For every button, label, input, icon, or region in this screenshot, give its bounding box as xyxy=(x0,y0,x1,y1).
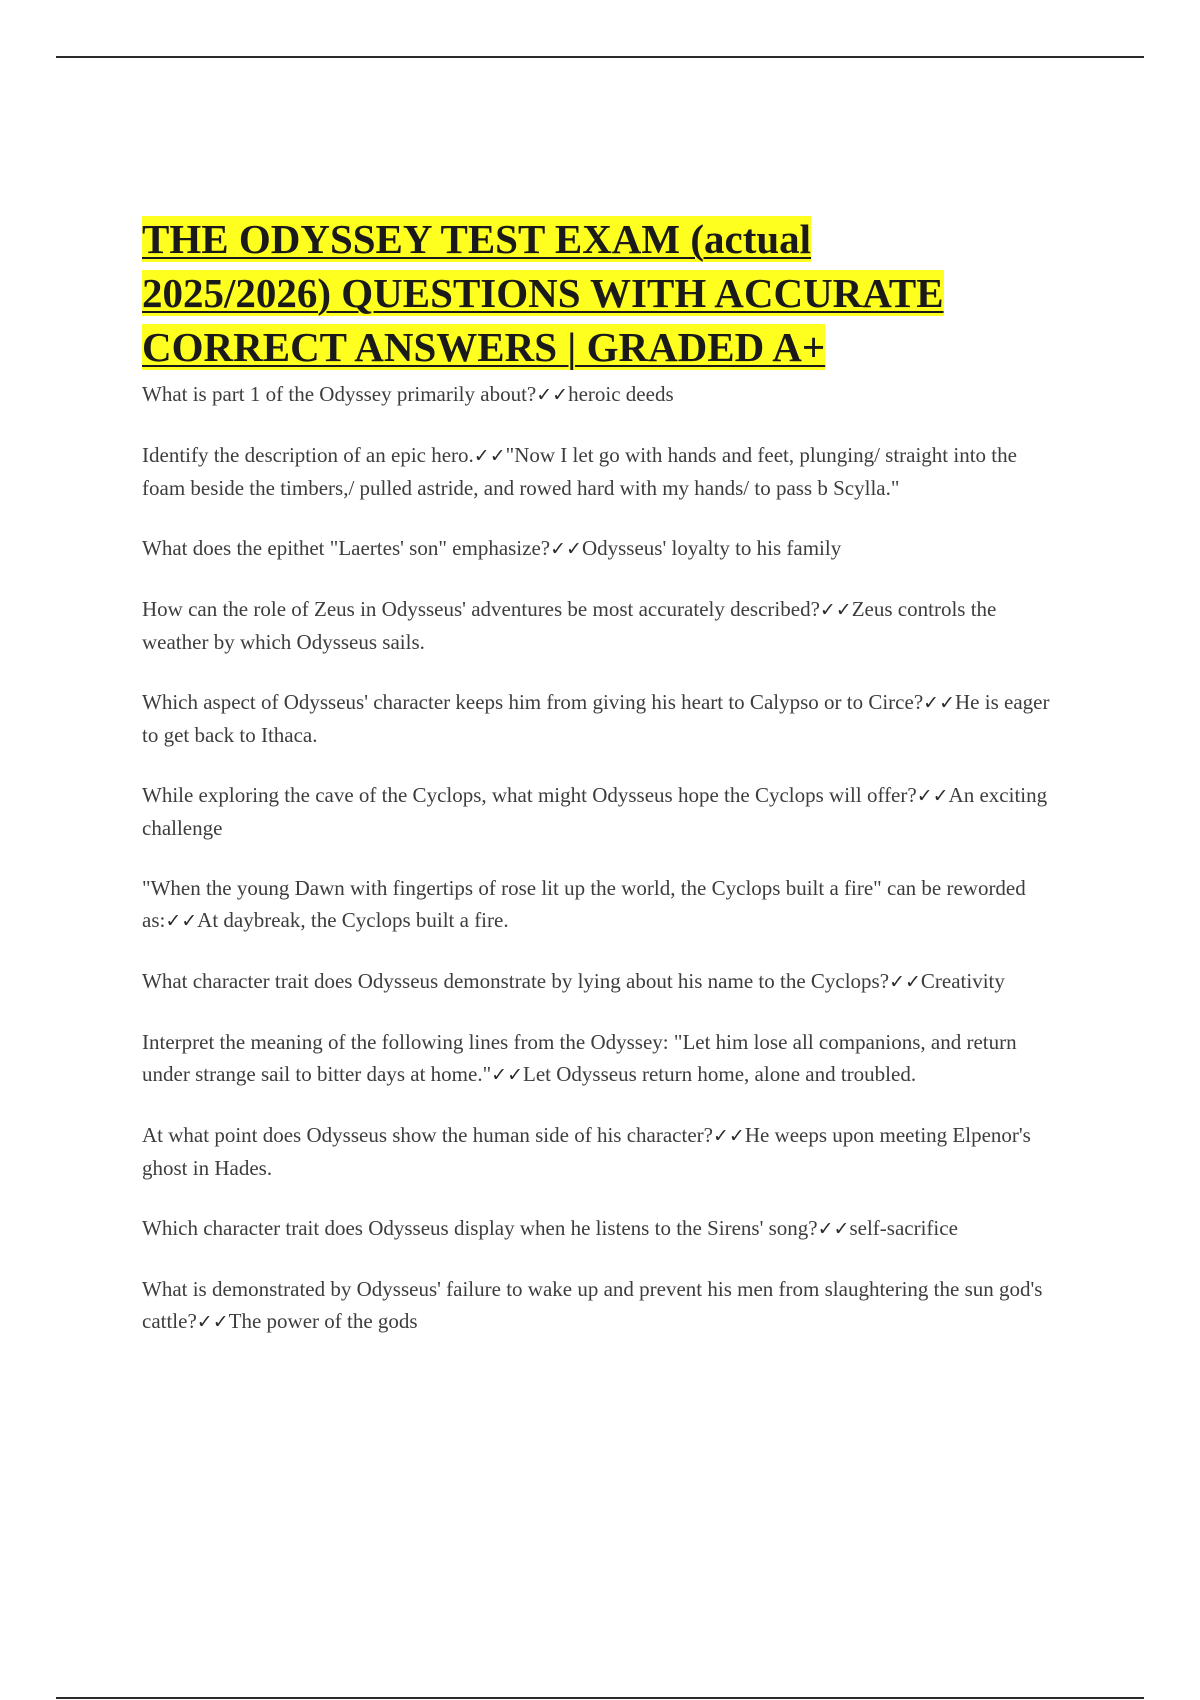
question-text: What is demonstrated by Odysseus' failure to wake up and prevent his men from slaughtering the sun god's cattle? xyxy=(142,1277,1043,1333)
check-marks-icon: ✓✓ xyxy=(712,1125,745,1147)
question-text: What is part 1 of the Odyssey primarily about? xyxy=(142,382,537,406)
title-line-2: 2025/2026) QUESTIONS WITH ACCURATE xyxy=(142,270,944,316)
question-text: "When the young Dawn with fingertips of rose lit up the world, the Cyclops built a fire" can be reworded as: xyxy=(142,876,1026,932)
answer-text: The power of the gods xyxy=(228,1309,418,1333)
qa-item-6 xyxy=(142,779,1062,844)
question-text: What does the epithet "Laertes' son" emphasize? xyxy=(142,536,551,560)
check-marks-icon: ✓✓ xyxy=(817,1218,850,1240)
question-text: Identify the description of an epic hero. xyxy=(142,443,474,467)
check-marks-icon: ✓✓ xyxy=(923,692,955,714)
check-marks-icon: ✓✓ xyxy=(196,1311,229,1333)
question-text: At what point does Odysseus show the human side of his character? xyxy=(142,1123,713,1147)
answer-text: self-sacrifice xyxy=(849,1216,958,1240)
check-marks-icon: ✓✓ xyxy=(473,445,506,467)
title-line-1: THE ODYSSEY TEST EXAM (actual xyxy=(142,216,812,262)
answer-text: Creativity xyxy=(920,969,1005,993)
answer-text: Zeus controls the weather by which Odysseus sails. xyxy=(142,597,997,654)
question-text: Interpret the meaning of the following lines from the Odyssey: "Let him lose all companions, and return under strange sail to bitter days at home." xyxy=(142,1030,1017,1086)
qa-item-9 xyxy=(142,1026,1062,1091)
check-marks-icon: ✓✓ xyxy=(819,599,852,621)
qa-item-1 xyxy=(142,378,1062,411)
qa-item-12 xyxy=(142,1273,1062,1338)
answer-text: He is eager to get back to Ithaca. xyxy=(142,690,1050,747)
qa-item-10 xyxy=(142,1119,1062,1184)
check-marks-icon: ✓✓ xyxy=(550,538,582,560)
qa-item-5 xyxy=(142,686,1062,751)
check-marks-icon: ✓✓ xyxy=(536,384,569,406)
answer-text: "Now I let go with hands and feet, plunging/ straight into the foam beside the timbers,/ pulled astride, and rowed hard with my hands/ to pass b Scylla." xyxy=(142,443,1017,500)
answer-text: He weeps upon meeting Elpenor's ghost in Hades. xyxy=(142,1123,1031,1180)
question-text: How can the role of Zeus in Odysseus' adventures be most accurately described? xyxy=(142,597,820,621)
title-line-3: CORRECT ANSWERS | GRADED A+ xyxy=(142,324,826,370)
answer-text: Let Odysseus return home, alone and troubled. xyxy=(523,1062,917,1086)
answer-text: At daybreak, the Cyclops built a fire. xyxy=(197,908,509,932)
qa-item-11 xyxy=(142,1212,1062,1245)
qa-item-2 xyxy=(142,439,1062,504)
check-marks-icon: ✓✓ xyxy=(916,785,949,807)
document-title xyxy=(142,212,1062,374)
check-marks-icon: ✓✓ xyxy=(889,971,921,993)
question-answer-list xyxy=(142,378,1062,1366)
question-text: What character trait does Odysseus demonstrate by lying about his name to the Cyclops? xyxy=(142,969,890,993)
question-text: While exploring the cave of the Cyclops, what might Odysseus hope the Cyclops will offer? xyxy=(142,783,917,807)
answer-text: heroic deeds xyxy=(568,382,674,406)
question-text: Which character trait does Odysseus display when he listens to the Sirens' song? xyxy=(142,1216,818,1240)
answer-text: Odysseus' loyalty to his family xyxy=(581,536,842,560)
qa-item-4 xyxy=(142,593,1062,658)
check-marks-icon: ✓✓ xyxy=(491,1064,523,1086)
bottom-rule xyxy=(56,1697,1144,1699)
check-marks-icon: ✓✓ xyxy=(165,910,198,932)
qa-item-8 xyxy=(142,965,1062,998)
qa-item-3 xyxy=(142,532,1062,565)
qa-item-7 xyxy=(142,872,1062,937)
question-text: Which aspect of Odysseus' character keeps him from giving his heart to Calypso or to Circe? xyxy=(142,690,924,714)
answer-text: An exciting challenge xyxy=(142,783,1048,840)
top-rule xyxy=(56,56,1144,58)
